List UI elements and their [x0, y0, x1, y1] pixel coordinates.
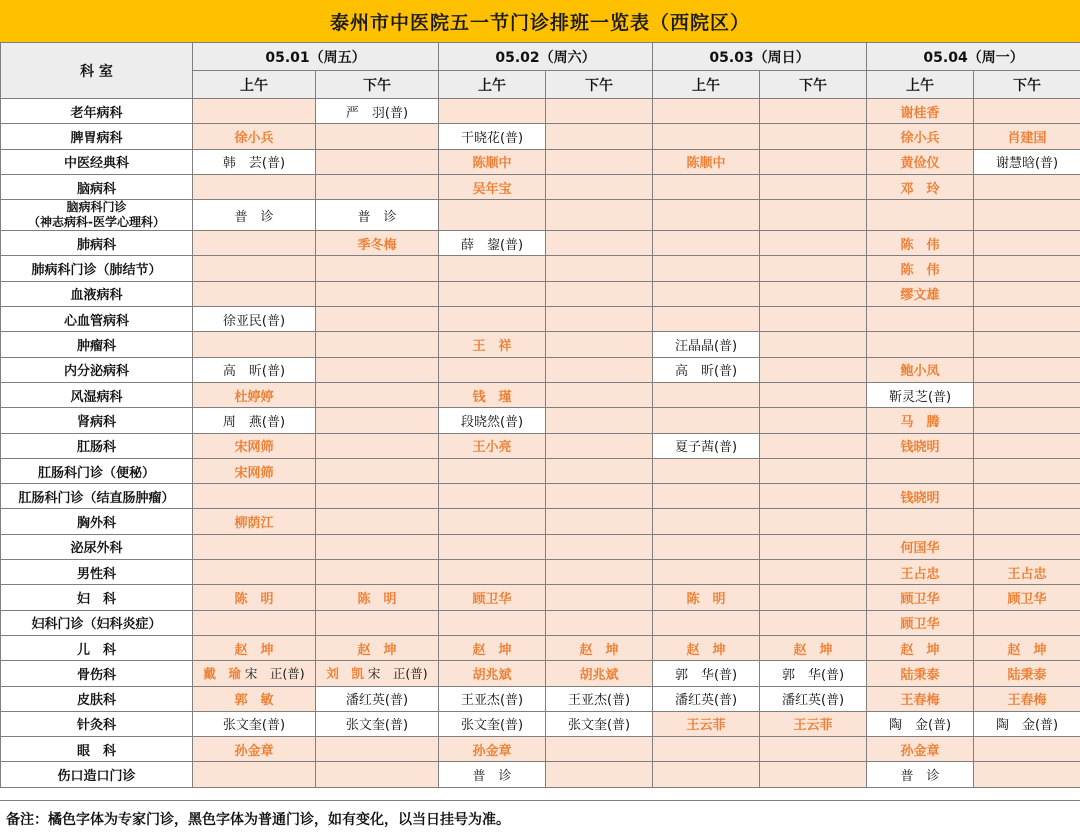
schedule-cell — [316, 610, 439, 635]
schedule-cell: 陈顺中 — [439, 149, 546, 174]
schedule-cell: 夏子茜(普) — [653, 433, 760, 458]
schedule-cell — [974, 281, 1080, 306]
schedule-cell: 陆秉泰 — [867, 661, 974, 686]
schedule-cell — [974, 458, 1080, 483]
schedule-cell — [439, 610, 546, 635]
schedule-cell: 钱晓明 — [867, 433, 974, 458]
table-row — [1, 200, 1080, 231]
table-row — [1, 408, 1080, 433]
schedule-cell — [760, 200, 867, 231]
schedule-cell: 张文奎(普) — [193, 711, 316, 736]
schedule-cell — [546, 200, 653, 231]
schedule-cell: 赵 坤 — [867, 635, 974, 660]
schedule-cell: 陈顺中 — [653, 149, 760, 174]
footnote: 备注：橘色字体为专家门诊，黑色字体为普通门诊，如有变化，以当日挂号为准。 — [0, 800, 1080, 837]
schedule-cell — [760, 509, 867, 534]
dept-name: 肺病科门诊（肺结节） — [1, 256, 193, 281]
schedule-cell — [193, 762, 316, 787]
table-row — [1, 534, 1080, 559]
schedule-cell — [439, 357, 546, 382]
dept-name: 老年病科 — [1, 99, 193, 124]
schedule-cell: 王占忠 — [867, 560, 974, 585]
schedule-cell — [653, 124, 760, 149]
schedule-cell — [316, 149, 439, 174]
schedule-cell: 赵 坤 — [439, 635, 546, 660]
schedule-cell: 赵 坤 — [316, 635, 439, 660]
schedule-cell — [546, 762, 653, 787]
schedule-cell — [760, 737, 867, 762]
dept-name: 风湿病科 — [1, 382, 193, 407]
schedule-cell — [546, 149, 653, 174]
table-row — [1, 124, 1080, 149]
table-row — [1, 711, 1080, 736]
schedule-cell — [193, 610, 316, 635]
schedule-cell — [193, 534, 316, 559]
table-row — [1, 256, 1080, 281]
schedule-cell — [546, 433, 653, 458]
schedule-cell: 鲍小凤 — [867, 357, 974, 382]
table-row — [1, 509, 1080, 534]
schedule-cell — [974, 737, 1080, 762]
schedule-cell — [653, 382, 760, 407]
schedule-cell — [316, 509, 439, 534]
schedule-cell — [653, 509, 760, 534]
dept-name: 脑病科门诊 （神志病科-医学心理科） — [1, 200, 193, 231]
schedule-cell — [760, 534, 867, 559]
schedule-cell — [974, 484, 1080, 509]
table-row — [1, 307, 1080, 332]
dept-name: 妇 科 — [1, 585, 193, 610]
schedule-cell: 普 诊 — [193, 200, 316, 231]
schedule-cell — [316, 174, 439, 199]
schedule-cell: 宋网筛 — [193, 458, 316, 483]
schedule-cell — [316, 458, 439, 483]
dept-name: 妇科门诊（妇科炎症） — [1, 610, 193, 635]
schedule-cell — [193, 231, 316, 256]
schedule-cell — [974, 762, 1080, 787]
schedule-cell — [760, 382, 867, 407]
schedule-cell: 吴年宝 — [439, 174, 546, 199]
day-header: 05.01（周五） — [193, 43, 439, 71]
schedule-cell — [974, 357, 1080, 382]
table-row — [1, 484, 1080, 509]
dept-name: 针灸科 — [1, 711, 193, 736]
schedule-cell — [760, 762, 867, 787]
schedule-cell — [760, 256, 867, 281]
schedule-cell — [546, 307, 653, 332]
schedule-cell — [546, 458, 653, 483]
schedule-cell: 段晓然(普) — [439, 408, 546, 433]
dept-name: 中医经典科 — [1, 149, 193, 174]
dept-name: 肺病科 — [1, 231, 193, 256]
schedule-cell: 邓 玲 — [867, 174, 974, 199]
schedule-cell: 季冬梅 — [316, 231, 439, 256]
schedule-cell — [546, 174, 653, 199]
schedule-cell: 肖建国 — [974, 124, 1080, 149]
schedule-cell — [546, 256, 653, 281]
table-row — [1, 332, 1080, 357]
schedule-cell: 徐亚民(普) — [193, 307, 316, 332]
schedule-cell: 黄俭仪 — [867, 149, 974, 174]
schedule-cell — [439, 256, 546, 281]
schedule-cell — [760, 408, 867, 433]
schedule-cell — [439, 458, 546, 483]
dept-name: 骨伤科 — [1, 661, 193, 686]
schedule-cell: 赵 坤 — [193, 635, 316, 660]
schedule-cell — [546, 408, 653, 433]
dept-name: 伤口造口门诊 — [1, 762, 193, 787]
schedule-cell — [653, 534, 760, 559]
schedule-cell — [760, 458, 867, 483]
schedule-cell — [439, 509, 546, 534]
schedule-cell — [316, 433, 439, 458]
schedule-cell: 赵 坤 — [974, 635, 1080, 660]
schedule-cell: 何国华 — [867, 534, 974, 559]
schedule-cell — [974, 200, 1080, 231]
table-row — [1, 585, 1080, 610]
dept-header: 科 室 — [1, 43, 193, 99]
schedule-cell: 韩 芸(普) — [193, 149, 316, 174]
schedule-cell — [974, 332, 1080, 357]
schedule-cell: 胡兆斌 — [439, 661, 546, 686]
schedule-cell — [760, 332, 867, 357]
schedule-cell: 杜婷婷 — [193, 382, 316, 407]
doctor-normal: 宋 正(普) — [244, 666, 305, 682]
schedule-cell — [193, 174, 316, 199]
schedule-cell — [974, 408, 1080, 433]
schedule-cell — [439, 484, 546, 509]
schedule-cell: 普 诊 — [867, 762, 974, 787]
dept-name: 肛肠科 — [1, 433, 193, 458]
table-row — [1, 560, 1080, 585]
schedule-cell — [316, 382, 439, 407]
schedule-cell — [760, 585, 867, 610]
schedule-cell — [193, 281, 316, 306]
schedule-cell: 周 燕(普) — [193, 408, 316, 433]
schedule-cell: 潘红英(普) — [653, 686, 760, 711]
schedule-cell: 郭 敏 — [193, 686, 316, 711]
schedule-cell — [546, 610, 653, 635]
schedule-cell: 靳灵芝(普) — [867, 382, 974, 407]
schedule-cell — [653, 484, 760, 509]
table-row — [1, 382, 1080, 407]
day-header: 05.02（周六） — [439, 43, 653, 71]
schedule-cell: 严 羽(普) — [316, 99, 439, 124]
schedule-cell — [316, 281, 439, 306]
schedule-cell: 陈 明 — [193, 585, 316, 610]
schedule-cell — [760, 357, 867, 382]
schedule-cell — [546, 737, 653, 762]
schedule-cell — [760, 231, 867, 256]
schedule-cell: 缪文雄 — [867, 281, 974, 306]
schedule-cell — [867, 200, 974, 231]
schedule-cell: 干晓花(普) — [439, 124, 546, 149]
schedule-cell — [193, 484, 316, 509]
schedule-cell — [653, 737, 760, 762]
schedule-cell — [974, 256, 1080, 281]
schedule-cell — [546, 560, 653, 585]
schedule-cell — [653, 307, 760, 332]
schedule-cell: 陈 明 — [316, 585, 439, 610]
table-row — [1, 458, 1080, 483]
schedule-cell: 顾卫华 — [867, 585, 974, 610]
table-row — [1, 149, 1080, 174]
schedule-cell: 王云菲 — [653, 711, 760, 736]
schedule-cell: 张文奎(普) — [546, 711, 653, 736]
session-header: 下午 — [316, 71, 439, 99]
schedule-cell — [546, 484, 653, 509]
table-row — [1, 174, 1080, 199]
schedule-cell: 马 腾 — [867, 408, 974, 433]
schedule-cell — [316, 124, 439, 149]
schedule-cell: 陈 明 — [653, 585, 760, 610]
schedule-body — [1, 99, 1080, 788]
schedule-cell — [653, 200, 760, 231]
schedule-cell: 顾卫华 — [867, 610, 974, 635]
schedule-cell: 张文奎(普) — [316, 711, 439, 736]
schedule-cell: 郭 华(普) — [653, 661, 760, 686]
session-header: 下午 — [974, 71, 1080, 99]
schedule-cell: 潘红英(普) — [760, 686, 867, 711]
schedule-cell: 顾卫华 — [974, 585, 1080, 610]
schedule-cell — [760, 174, 867, 199]
dept-name: 心血管病科 — [1, 307, 193, 332]
schedule-cell: 徐小兵 — [867, 124, 974, 149]
schedule-cell: 王亚杰(普) — [546, 686, 653, 711]
schedule-cell — [439, 560, 546, 585]
schedule-cell — [653, 762, 760, 787]
schedule-cell: 王春梅 — [974, 686, 1080, 711]
schedule-cell — [193, 560, 316, 585]
schedule-cell — [316, 307, 439, 332]
schedule-cell — [439, 99, 546, 124]
session-header: 上午 — [193, 71, 316, 99]
schedule-cell — [974, 610, 1080, 635]
schedule-cell: 胡兆斌 — [546, 661, 653, 686]
schedule-cell — [867, 332, 974, 357]
table-row — [1, 762, 1080, 787]
schedule-cell — [546, 231, 653, 256]
schedule-cell: 赵 坤 — [653, 635, 760, 660]
schedule-cell: 高 昕(普) — [653, 357, 760, 382]
schedule-cell — [974, 433, 1080, 458]
schedule-cell: 孙金章 — [867, 737, 974, 762]
dept-name: 泌尿外科 — [1, 534, 193, 559]
schedule-cell — [316, 484, 439, 509]
schedule-cell — [653, 560, 760, 585]
schedule-cell: 赵 坤 — [760, 635, 867, 660]
dept-name: 儿 科 — [1, 635, 193, 660]
schedule-cell: 王占忠 — [974, 560, 1080, 585]
schedule-cell — [974, 382, 1080, 407]
schedule-cell — [439, 200, 546, 231]
schedule-cell — [974, 509, 1080, 534]
schedule-cell — [316, 408, 439, 433]
table-row — [1, 737, 1080, 762]
schedule-cell — [760, 610, 867, 635]
schedule-cell — [974, 174, 1080, 199]
schedule-cell — [974, 534, 1080, 559]
schedule-cell — [546, 281, 653, 306]
schedule-cell — [546, 99, 653, 124]
schedule-cell — [546, 509, 653, 534]
schedule-cell: 钱晓明 — [867, 484, 974, 509]
session-header: 上午 — [439, 71, 546, 99]
dept-name: 肛肠科门诊（便秘） — [1, 458, 193, 483]
dept-name: 肿瘤科 — [1, 332, 193, 357]
schedule-cell — [193, 256, 316, 281]
schedule-cell: 顾卫华 — [439, 585, 546, 610]
schedule-cell — [546, 585, 653, 610]
schedule-cell: 王亚杰(普) — [439, 686, 546, 711]
schedule-cell — [974, 99, 1080, 124]
schedule-cell: 王春梅 — [867, 686, 974, 711]
schedule-cell — [653, 174, 760, 199]
schedule-cell — [867, 509, 974, 534]
doctor-expert: 刘 凯 — [326, 666, 364, 682]
dept-name: 血液病科 — [1, 281, 193, 306]
dept-name: 脑病科 — [1, 174, 193, 199]
schedule-cell — [316, 357, 439, 382]
dept-name: 眼 科 — [1, 737, 193, 762]
schedule-cell: 王 祥 — [439, 332, 546, 357]
schedule-cell — [760, 560, 867, 585]
table-row — [1, 661, 1080, 686]
schedule-cell: 陈 伟 — [867, 231, 974, 256]
schedule-cell — [974, 307, 1080, 332]
session-header: 上午 — [867, 71, 974, 99]
schedule-cell: 陶 金(普) — [867, 711, 974, 736]
schedule-cell — [546, 534, 653, 559]
schedule-cell — [316, 661, 439, 686]
schedule-cell — [760, 99, 867, 124]
schedule-cell: 赵 坤 — [546, 635, 653, 660]
schedule-cell — [316, 560, 439, 585]
schedule-cell — [760, 124, 867, 149]
dept-name: 胸外科 — [1, 509, 193, 534]
schedule-cell: 汪晶晶(普) — [653, 332, 760, 357]
schedule-cell: 谢桂香 — [867, 99, 974, 124]
doctor-expert: 戴 瑜 — [203, 666, 241, 682]
table-row — [1, 357, 1080, 382]
schedule-cell — [316, 737, 439, 762]
schedule-cell — [316, 256, 439, 281]
dept-name: 肛肠科门诊（结直肠肿瘤） — [1, 484, 193, 509]
schedule-cell — [439, 307, 546, 332]
table-row — [1, 99, 1080, 124]
session-header: 下午 — [760, 71, 867, 99]
table-row — [1, 231, 1080, 256]
dept-name: 脾胃病科 — [1, 124, 193, 149]
schedule-cell — [193, 99, 316, 124]
schedule-cell — [760, 484, 867, 509]
doctor-normal: 宋 正(普) — [367, 666, 428, 682]
table-row — [1, 635, 1080, 660]
schedule-cell — [653, 256, 760, 281]
schedule-cell: 普 诊 — [439, 762, 546, 787]
schedule-cell: 陈 伟 — [867, 256, 974, 281]
schedule-cell — [193, 332, 316, 357]
schedule-cell — [546, 382, 653, 407]
dept-name: 内分泌病科 — [1, 357, 193, 382]
schedule-cell: 陆秉泰 — [974, 661, 1080, 686]
schedule-cell — [316, 332, 439, 357]
page-title: 泰州市中医院五一节门诊排班一览表（西院区） — [0, 0, 1080, 42]
schedule-cell — [439, 534, 546, 559]
schedule-cell: 钱 瑾 — [439, 382, 546, 407]
schedule-cell: 宋网筛 — [193, 433, 316, 458]
schedule-cell — [653, 99, 760, 124]
schedule-cell — [316, 534, 439, 559]
schedule-cell: 普 诊 — [316, 200, 439, 231]
schedule-cell — [867, 458, 974, 483]
schedule-cell: 薛 鋆(普) — [439, 231, 546, 256]
schedule-cell — [653, 458, 760, 483]
schedule-cell — [316, 762, 439, 787]
table-row — [1, 281, 1080, 306]
day-header: 05.03（周日） — [653, 43, 867, 71]
schedule-cell: 王小亮 — [439, 433, 546, 458]
schedule-cell: 高 昕(普) — [193, 357, 316, 382]
schedule-table — [0, 42, 1080, 788]
schedule-cell — [653, 610, 760, 635]
schedule-cell — [653, 281, 760, 306]
day-header: 05.04（周一） — [867, 43, 1080, 71]
schedule-cell — [653, 408, 760, 433]
schedule-cell — [439, 281, 546, 306]
table-row — [1, 610, 1080, 635]
table-row — [1, 686, 1080, 711]
schedule-cell — [653, 231, 760, 256]
schedule-cell: 柳荫江 — [193, 509, 316, 534]
schedule-cell: 张文奎(普) — [439, 711, 546, 736]
schedule-cell: 王云菲 — [760, 711, 867, 736]
dept-name: 男性科 — [1, 560, 193, 585]
schedule-cell: 郭 华(普) — [760, 661, 867, 686]
schedule-cell: 徐小兵 — [193, 124, 316, 149]
session-header: 上午 — [653, 71, 760, 99]
schedule-cell — [546, 357, 653, 382]
schedule-cell — [546, 124, 653, 149]
schedule-cell: 潘红英(普) — [316, 686, 439, 711]
schedule-cell: 谢慧晗(普) — [974, 149, 1080, 174]
schedule-cell — [760, 433, 867, 458]
table-row — [1, 433, 1080, 458]
schedule-cell — [193, 661, 316, 686]
dept-name: 皮肤科 — [1, 686, 193, 711]
schedule-cell: 孙金章 — [193, 737, 316, 762]
schedule-cell: 孙金章 — [439, 737, 546, 762]
schedule-cell: 陶 金(普) — [974, 711, 1080, 736]
schedule-cell — [760, 307, 867, 332]
schedule-cell — [760, 281, 867, 306]
schedule-cell — [760, 149, 867, 174]
dept-name: 肾病科 — [1, 408, 193, 433]
schedule-cell — [546, 332, 653, 357]
session-header: 下午 — [546, 71, 653, 99]
schedule-cell — [867, 307, 974, 332]
schedule-cell — [974, 231, 1080, 256]
